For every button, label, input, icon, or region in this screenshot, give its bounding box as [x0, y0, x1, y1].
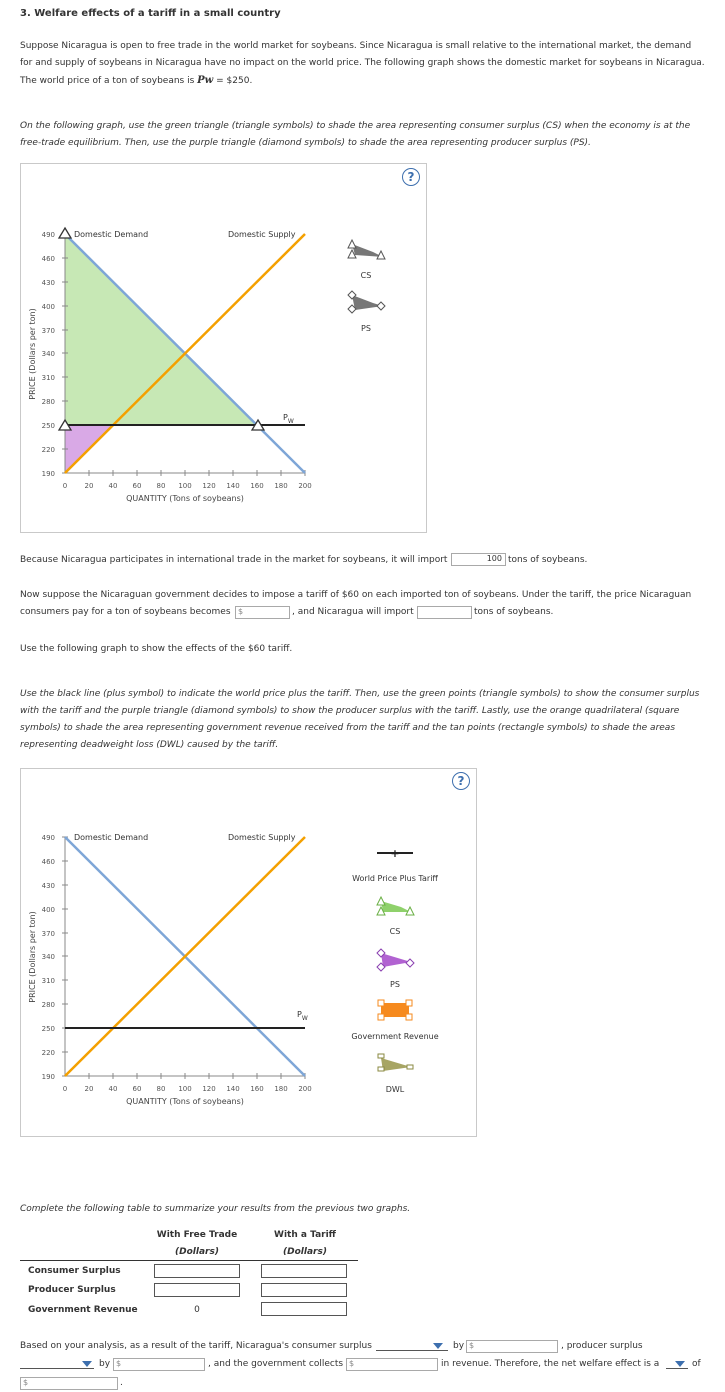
y2-tick-400: 400 [41, 906, 55, 914]
intro-line-2: for and supply of soybeans in Nicaragua have no impact on the world price. The following graph shows the domestic market for soybeans in Nicaragua. [20, 58, 705, 68]
x2-tick-160: 160 [250, 1085, 264, 1093]
y-tick-430: 430 [41, 279, 55, 287]
graph1-instructions-line-2: free-trade equilibrium. Then, use the purple triangle (diamond symbols) to shade the area representing producer surplus (PS). [20, 138, 591, 148]
x-tick-140: 140 [226, 482, 240, 490]
x2-tick-140: 140 [226, 1085, 240, 1093]
y2-tick-430: 430 [41, 882, 55, 890]
summary-by-1: by [453, 1341, 465, 1351]
graph2-instructions-line-1: Use the black line (plus symbol) to indicate the world price plus the tariff. Then, use the green points (triangle symbols) to show the consumer surplus [20, 689, 700, 699]
gov-revenue-dollar: $ [349, 1359, 355, 1368]
col-subheader-free-trade: (Dollars) [175, 1247, 219, 1257]
net-welfare-dollar: $ [23, 1378, 29, 1387]
y2-tick-310: 310 [41, 977, 55, 985]
y2-tick-340: 340 [41, 953, 55, 961]
y-tick-280: 280 [41, 398, 55, 406]
government-revenue-tool[interactable] [378, 1000, 412, 1020]
cs-legend-tool[interactable] [348, 240, 385, 259]
x-tick-80: 80 [156, 482, 166, 490]
y-axis-label: PRICE (Dollars per ton) [28, 308, 37, 400]
row-label-consumer-surplus: Consumer Surplus [28, 1266, 121, 1276]
summary-ps-text: , producer surplus [561, 1341, 643, 1351]
intro-line-1: Suppose Nicaragua is open to free trade in the world market for soybeans. Since Nicaragua is small relative to the international market, the demand [20, 41, 692, 51]
net-welfare-chevron-icon[interactable] [675, 1361, 685, 1367]
y2-tick-370: 370 [41, 930, 55, 938]
ps-change-dropdown[interactable] [20, 1368, 94, 1369]
summary-of: of [692, 1359, 701, 1369]
import-sentence [20, 554, 447, 567]
y2-tick-490: 490 [41, 834, 55, 842]
graph2-instructions-line-3: symbols) to shade the area representing government revenue received from the tariff and the tan points (rectangle symbols) to shade the areas [20, 723, 676, 733]
dwl-legend-label: DWL [385, 1085, 405, 1094]
y2-tick-460: 460 [41, 858, 55, 866]
y-tick-190: 190 [41, 470, 55, 478]
x-tick-120: 120 [202, 482, 216, 490]
col-subheader-tariff: (Dollars) [283, 1247, 327, 1257]
dwl-tool[interactable] [378, 1054, 413, 1071]
x2-tick-180: 180 [274, 1085, 288, 1093]
x2-tick-200: 200 [298, 1085, 312, 1093]
y-tick-labels [42, 231, 55, 478]
summary-gov-text: , and the government collects [208, 1359, 344, 1369]
y2-tick-280: 280 [41, 1001, 55, 1009]
tariff-import-input[interactable] [417, 606, 472, 619]
y-tick-310: 310 [41, 374, 55, 382]
y-tick-labels-2 [42, 834, 55, 1081]
ps-change-amount-input[interactable] [113, 1358, 205, 1371]
summary-period: . [120, 1378, 123, 1388]
import-text-suffix: tons of soybeans. [508, 555, 588, 565]
y2-tick-250: 250 [41, 1025, 55, 1033]
row-label-government-revenue: Government Revenue [28, 1305, 138, 1315]
cs-tariff-legend-label: CS [389, 927, 401, 936]
graph2-instructions-line-4: representing deadweight loss (DWL) caused by the tariff. [20, 740, 279, 750]
graph2-svg[interactable] [21, 769, 476, 1136]
graph1-svg[interactable] [21, 164, 426, 532]
tariff-paragraph [20, 587, 710, 604]
intro-paragraph [20, 38, 710, 90]
col-header-tariff: With a Tariff [274, 1230, 336, 1240]
tariff-line-2-prefix: consumers pay for a ton of soybeans becomes [20, 607, 231, 617]
cs-free-trade-input[interactable] [154, 1264, 240, 1278]
world-price-plus-tariff-tool[interactable] [377, 847, 413, 860]
tariff-line-1: Now suppose the Nicaraguan government decides to impose a tariff of $60 on each imported ton of soybeans. Under the tariff, the price Nicaraguan [20, 590, 692, 600]
table-header-rule [20, 1260, 358, 1261]
tariff-line-2-mid: , and Nicaragua will import [292, 607, 414, 617]
col-header-free-trade: With Free Trade [156, 1230, 238, 1240]
y-axis-label-2: PRICE (Dollars per ton) [28, 911, 37, 1003]
graph1-instructions-line-1: On the following graph, use the green triangle (triangle symbols) to shade the area representing consumer surplus (CS) when the economy is at the [20, 121, 691, 131]
gov-revenue-amount-input[interactable] [346, 1358, 438, 1371]
x-tick-60: 60 [132, 482, 142, 490]
intro-line-3-value: = $250. [213, 76, 253, 86]
y-tick-400: 400 [41, 303, 55, 311]
tariff-line-2-suffix: tons of soybeans. [474, 607, 554, 617]
ps-legend-label: PS [361, 324, 371, 333]
supply-label-2: Domestic Supply [228, 833, 296, 842]
ps-legend-tool[interactable] [348, 291, 385, 313]
cs-tariff-tool[interactable] [377, 897, 414, 915]
x2-tick-60: 60 [132, 1085, 142, 1093]
x-axis-label: QUANTITY (Tons of soybeans) [126, 494, 244, 503]
help-button-graph2[interactable]: ? [452, 772, 470, 790]
ps-change-chevron-icon[interactable] [82, 1361, 92, 1367]
x-tick-200: 200 [298, 482, 312, 490]
gr-legend-label: Government Revenue [351, 1032, 439, 1041]
row-label-producer-surplus: Producer Surplus [28, 1285, 116, 1295]
table-instructions: Complete the following table to summarize your results from the previous two graphs. [20, 1204, 411, 1214]
graph2-instructions-line-2: with the tariff and the purple triangle (diamond symbols) to show the producer surplus with the tariff. Lastly, use the orange quadrilateral (square [20, 706, 680, 716]
x2-tick-40: 40 [108, 1085, 118, 1093]
x2-tick-0: 0 [62, 1085, 68, 1093]
pw-label-2: $P_W$ [297, 1010, 308, 1022]
y-tick-460: 460 [41, 255, 55, 263]
cs-legend-label: CS [360, 271, 372, 280]
y2-tick-190: 190 [41, 1073, 55, 1081]
gov-revenue-free-trade-value: 0 [194, 1305, 200, 1315]
x2-tick-80: 80 [156, 1085, 166, 1093]
x2-tick-120: 120 [202, 1085, 216, 1093]
x-tick-180: 180 [274, 482, 288, 490]
summary-prefix: Based on your analysis, as a result of the tariff, Nicaragua's consumer surplus [20, 1341, 372, 1351]
pw-label: $P_W$ [283, 413, 294, 425]
ps-change-dollar: $ [116, 1359, 122, 1368]
x-axis-label-2: QUANTITY (Tons of soybeans) [126, 1097, 244, 1106]
x-tick-40: 40 [108, 482, 118, 490]
import-quantity-value: 100 [486, 554, 502, 563]
use-graph-text: Use the following graph to show the effects of the $60 tariff. [20, 644, 293, 654]
x-tick-100: 100 [178, 482, 192, 490]
intro-line-3 [20, 72, 710, 90]
y-tick-340: 340 [41, 350, 55, 358]
ps-tariff-legend-label: PS [390, 980, 400, 989]
summary-by-2: by [99, 1359, 111, 1369]
y-tick-220: 220 [41, 446, 55, 454]
x2-tick-20: 20 [84, 1085, 94, 1093]
graph1-instructions [20, 118, 710, 152]
y-tick-250: 250 [41, 422, 55, 430]
x-tick-160: 160 [250, 482, 264, 490]
x2-tick-100: 100 [178, 1085, 192, 1093]
world-price-symbol: Pw [197, 75, 214, 86]
x-tick-0: 0 [62, 482, 68, 490]
tariff-price-dollar: $ [238, 607, 244, 616]
ps-free-trade-input[interactable] [154, 1283, 240, 1297]
y-tick-490: 490 [41, 231, 55, 239]
wppt-legend-label: World Price Plus Tariff [352, 874, 438, 883]
x-tick-labels [63, 482, 312, 490]
y2-tick-220: 220 [41, 1049, 55, 1057]
tariff-price-input[interactable] [235, 606, 290, 619]
question-title: 3. Welfare effects of a tariff in a small country [20, 8, 281, 19]
gov-revenue-tariff-input[interactable] [261, 1302, 347, 1316]
demand-label-2: Domestic Demand [74, 833, 149, 842]
net-welfare-dropdown[interactable] [666, 1368, 688, 1369]
cs-change-dollar: $ [469, 1341, 475, 1350]
svg-text:+: + [390, 847, 400, 860]
cs-change-amount-input[interactable] [466, 1340, 558, 1353]
supply-label: Domestic Supply [228, 230, 296, 239]
cs-tariff-input[interactable] [261, 1264, 347, 1278]
import-quantity-input[interactable] [451, 553, 506, 566]
graph2-instructions [20, 686, 715, 754]
x-tick-labels-2 [63, 1085, 312, 1093]
cs-vertex-marker-top[interactable] [59, 228, 71, 238]
help-button-graph1[interactable]: ? [402, 168, 420, 186]
graph2-panel[interactable] [20, 768, 477, 1137]
ps-tariff-tool[interactable] [377, 949, 414, 971]
import-text-prefix: Because Nicaragua participates in international trade in the market for soybeans, it will import [20, 555, 448, 565]
cs-change-dropdown[interactable] [376, 1350, 448, 1351]
ps-tariff-input[interactable] [261, 1283, 347, 1297]
demand-label: Domestic Demand [74, 230, 149, 239]
net-welfare-amount-input[interactable] [20, 1377, 118, 1390]
y-tick-370: 370 [41, 327, 55, 335]
summary-net-text: in revenue. Therefore, the net welfare effect is a [441, 1359, 660, 1369]
intro-line-3-text: The world price of a ton of soybeans is [20, 76, 198, 86]
cs-change-chevron-icon[interactable] [433, 1343, 443, 1349]
graph1-panel[interactable] [20, 163, 427, 533]
x-tick-20: 20 [84, 482, 94, 490]
